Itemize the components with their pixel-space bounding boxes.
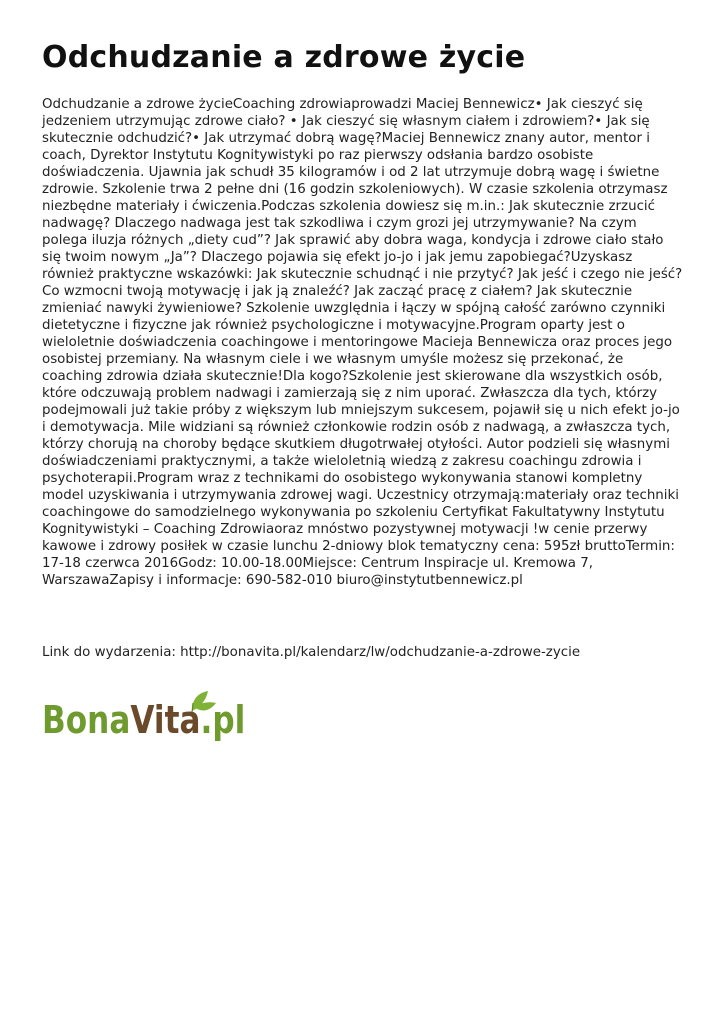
svg-text:BonaVita.pl (42, 699, 245, 743)
document-page (42, 38, 684, 749)
event-link-line: Link do wydarzenia: http://bonavita.pl/kalendarz/lw/odchudzanie-a-zdrowe-zycie (42, 645, 581, 660)
document-body: Odchudzanie a zdrowe życieCoaching zdrowiaprowadzi Maciej Bennewicz• Jak cieszyć się jedzeniem utrzymując zdrowe ciało? • Jak cieszyć się własnym ciałem i zdrowiem?• Jak się skutecznie odchudzić?• Jak utrzymać dobrą wagę?Maciej Bennewicz znany autor, mentor i coach, Dyrektor Instytutu Kognitywistyki po raz pierwszy odsłania bardzo osobiste doświadczenia. Ujawnia jak schudł 35 kilogramów i od 2 lat utrzymuje dobrą wagę i świetne zdrowie. Szkolenie trwa 2 pełne dni (16 godzin szkoleniowych). W czasie szkolenia otrzymasz niezbędne materiały i ćwiczenia.Podczas szkolenia dowiesz się m.in.: Jak skutecznie zrzucić nadwagę? Dlaczego nadwaga jest tak szkodliwa i czym grozi jej utrzymywanie? Na czym polega iluzja różnych „diety cud”? Jak sprawić aby dobra waga, kondycja i zdrowe ciało stało się twoim nowym „Ja”? Dlaczego pojawia się efekt jo-jo i jak jemu zapobiegać?Uzyskasz również praktyczne wskazówki: Jak skutecznie schudnąć i nie przytyć? Jak jeść i czego nie jeść? Co wzmocni twoją motywację i jak ją znaleźć? Jak zacząć pracę z ciałem? Jak skutecznie zmieniać nawyki żywieniowe? Szkolenie uwzględnia i łączy w spójną całość zarówno czynniki dietetyczne i fizyczne jak również psychologiczne i motywacyjne.Program oparty jest o wieloletnie doświadczenia coachingowe i mentoringowe Macieja Bennewicza oraz proces jego osobistej przemiany. Na własnym ciele i we własnym umyśle możesz się przekonać, że coaching zdrowia działa skutecznie!Dla kogo?Szkolenie jest skierowane dla wszystkich osób, które odczuwają problem nadwagi i zamierzają się z nim uporać. Zwłaszcza dla tych, którzy podejmowali już takie próby z większym lub mniejszym sukcesem, pojawił się u nich efekt jo-jo i demotywacja. Mile widziani są również członkowie rodzin osób z nadwagą, a zwłaszcza tych, którzy chorują na choroby będące skutkiem długotrwałej otyłości. Autor podzieli się własnymi doświadczeniami praktycznymi, a także wieloletnią wiedzą z zakresu coachingu zdrowia i psychoterapii.Program wraz z technikami do osobistego wykonywania stanowi kompletny model uzyskiwania i utrzymywania zdrowej wagi. Uczestnicy otrzymają:materiały oraz techniki coachingowe do samodzielnego wykonywania po szkoleniu Certyfikat Fakultatywny Instytutu Kognitywistyki – Coaching Zdrowiaoraz mnóstwo pozystywnej motywacji !w cenie przerwy kawowe i zdrowy posiłek w czasie lunchu 2-dniowy blok tematyczny cena: 595zł bruttoTermin: 17-18 czerwca 2016Godz: 10.00-18.00Miejsce: Centrum Inspiracje ul. Kremowa 7, WarszawaZapisy i informacje: 690-582-010 biuro@instytutbennewicz.pl (42, 97, 683, 588)
document-title: Odchudzanie a zdrowe życie (42, 40, 526, 75)
logo-text-vita: Vita (130, 699, 201, 743)
bonavita-logo (42, 683, 246, 749)
logo-text-pl: .pl (200, 699, 246, 743)
logo-text-bona: Bona (42, 699, 131, 743)
